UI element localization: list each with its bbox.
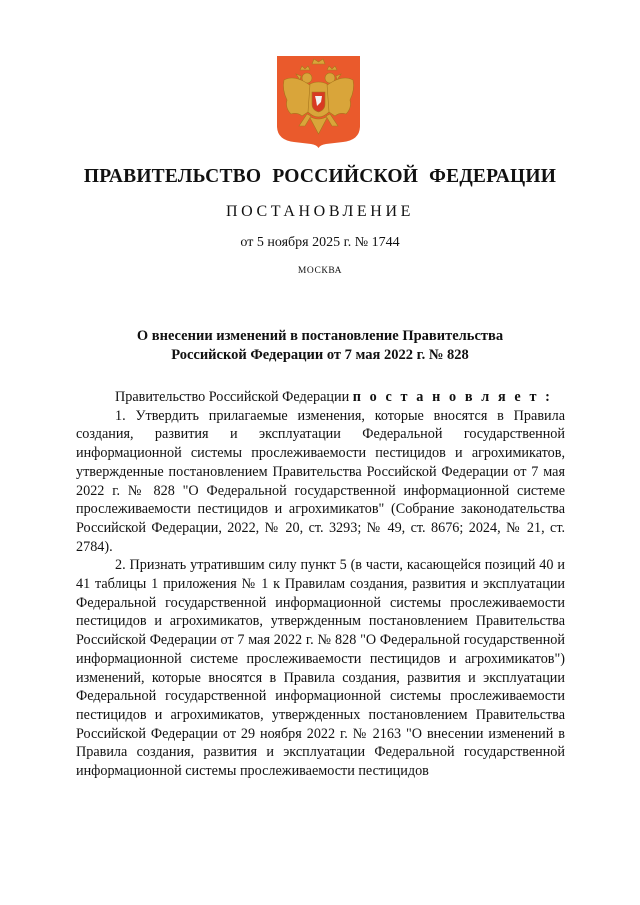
document-type: ПОСТАНОВЛЕНИЕ xyxy=(226,203,414,220)
intro-paragraph xyxy=(76,388,565,407)
city: МОСКВА xyxy=(297,266,343,276)
subject-line-2: Российской Федерации от 7 мая 2022 г. № 828 xyxy=(171,347,469,363)
paragraph-1: 1. Утвердить прилагаемые изменения, которые вносятся в Правила создания, развития и эксплуатации Федеральной государственной информационной системы прослеживаемости пестицидов и агрохимикатов, утвержденные постановлением Правительства Российской Федерации от 7 мая 2022 г. № 828 "О Федеральной государственной информационной системе прослеживаемости пестицидов и агрохимикатов" (Собрание законодательства Российской Федерации, 2022, № 20, ст. 3293; № 49, ст. 8676; 2024, № 21, ст. 2784). xyxy=(76,407,565,555)
document-date-number: от 5 ноября 2025 г. № 1744 xyxy=(240,235,400,250)
document-body xyxy=(76,388,565,781)
government-name: ПРАВИТЕЛЬСТВО РОССИЙСКОЙ ФЕДЕРАЦИИ xyxy=(83,166,557,187)
intro-prefix: Правительство Российской Федерации xyxy=(115,389,353,405)
subject-line-1: О внесении изменений в постановление Правительства xyxy=(136,328,504,344)
paragraph-2: 2. Признать утратившим силу пункт 5 (в части, касающейся позиций 40 и 41 таблицы 1 приложения № 1 к Правилам создания, развития и эксплуатации Федеральной государственной информационной системы прослеживаемости пестицидов и агрохимикатов, утвержденным постановлением Правительства Российской Федерации от 7 мая 2022 г. № 828 "О Федеральной государственной информационной системе прослеживаемости пестицидов и агрохимикатов") изменений, которые вносятся в Правила создания, развития и эксплуатации Федеральной государственной информационной системы прослеживаемости пестицидов и агрохимикатов, утвержденных постановлением Правительства Российской Федерации от 29 ноября 2022 г. № 2163 "О внесении изменений в Правила создания, развития и эксплуатации Федеральной государственной информационной системы прослеживаемости пестицидов xyxy=(76,557,565,780)
intro-keyword: п о с т а н о в л я е т : xyxy=(352,389,553,405)
coat-of-arms-icon xyxy=(277,56,360,148)
document-subject xyxy=(0,327,640,365)
